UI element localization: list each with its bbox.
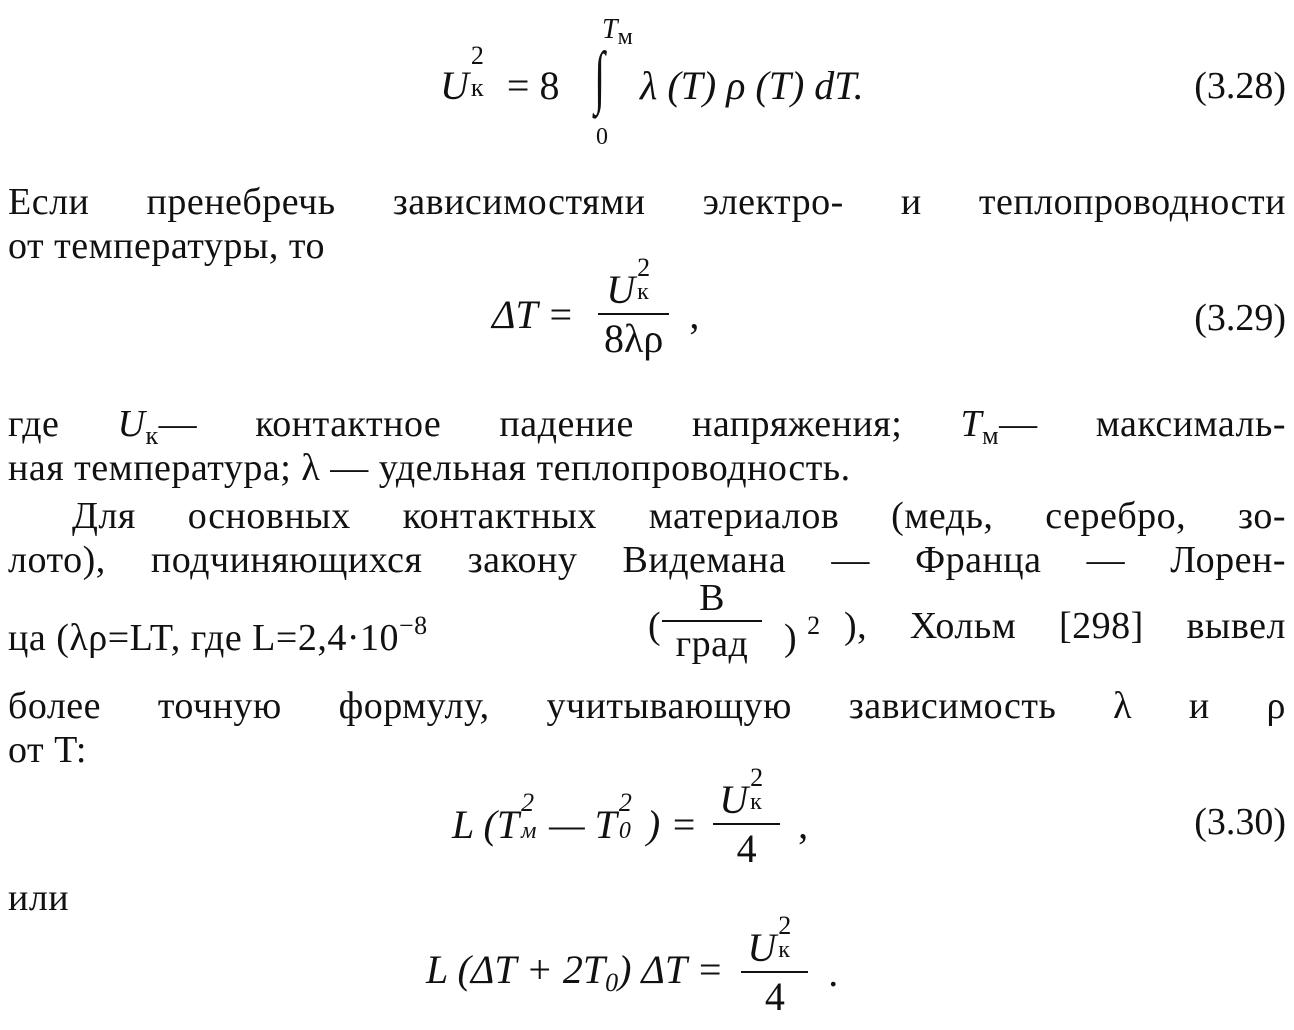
eq328-upper-limit: T — [602, 14, 618, 45]
eq330-lhs-a: L (T — [452, 801, 520, 847]
paragraph-3-line-5: от T: — [8, 729, 87, 771]
eq328-upper-sub: м — [617, 24, 633, 50]
integral-sign: ∫ — [594, 39, 605, 116]
eq330-m-sup: 2 — [521, 787, 535, 817]
eq330-m-sub: м — [521, 817, 537, 844]
paragraph-3-line-3: ца (λρ=LT, где $L=2,4\cdot 10^{-8}$ ( В град ) $^2$ ), Хольм [298] вывел — [8, 577, 1286, 665]
p3-frac-den: град — [662, 620, 762, 666]
p2-text-b: — контактное падение напряжения; — [158, 403, 961, 445]
p2-symbol-T: T — [960, 403, 983, 445]
p2-text-c: — максималь- — [999, 403, 1286, 445]
eq329-num-sup: 2 — [637, 253, 651, 282]
eq331-denominator: 4 — [741, 971, 808, 1020]
eq328-eight: 8 — [539, 63, 560, 108]
eq329-comma: , — [689, 291, 700, 337]
eq331-fraction — [741, 911, 808, 1020]
word-or: или — [8, 877, 70, 919]
paragraph-3-line-4: более точную формулу, учитывающую зависимость λ и ρ — [8, 685, 1286, 727]
eq331-period: . — [828, 949, 839, 995]
eq330-0-sup: 2 — [618, 787, 632, 817]
eq328-sup: 2 — [470, 41, 484, 70]
equation-3-30 — [452, 763, 809, 872]
eq330-num-U: U — [719, 777, 749, 822]
p2-sub-k: к — [145, 421, 159, 450]
eq330-fraction — [713, 763, 780, 872]
eq329-lhs: ΔT = — [492, 291, 574, 337]
p3-frac-num: В — [699, 577, 725, 619]
p2-sub-m: м — [982, 421, 1000, 450]
p3-text-b: ), Хольм [298] вывел — [844, 605, 1286, 647]
eq329-num-U: U — [606, 267, 636, 312]
eq331-lhs-b: ) ΔT = — [618, 947, 724, 992]
paragraph-1-line-1: Если пренебречь зависимостями электро- и теплопроводности — [8, 181, 1286, 223]
eq328-sub: к — [470, 73, 484, 102]
paragraph-1-line-2: от температуры, то — [8, 225, 325, 267]
eq330-lhs-c: ) = — [646, 801, 698, 847]
eq328-equals: = — [506, 63, 530, 108]
equation-final — [426, 911, 839, 1020]
eq330-lhs-b: — T — [549, 801, 617, 847]
p3-text-a: ца (λρ=LT, где L=2,4·10 — [8, 617, 399, 659]
eq331-num-U: U — [747, 925, 777, 970]
eq329-denominator: 8λρ — [598, 313, 669, 362]
paragraph-3-line-1: Для основных контактных материалов (медь, серебро, зо- — [72, 495, 1286, 537]
equation-3-29 — [492, 253, 700, 362]
eq331-num-sup: 2 — [778, 911, 792, 940]
eq330-0-sub: 0 — [618, 817, 631, 844]
eq328-lower-limit: 0 — [596, 124, 608, 150]
p2-text-a: где — [8, 403, 118, 445]
p3-square: 2 — [807, 611, 821, 640]
eq330-denominator: 4 — [713, 823, 780, 872]
eq330-num-sup: 2 — [750, 763, 764, 792]
eq329-num-sub: к — [637, 279, 649, 305]
eq331-sub-0: 0 — [605, 968, 619, 997]
p3-unit-fraction — [662, 576, 762, 666]
eq329-fraction — [598, 253, 669, 362]
paragraph-2-line-2: ная температура; λ — удельная теплопроводность. — [8, 447, 851, 489]
paragraph-3-line-2: лото), подчиняющихся закону Видемана — Франца — Лорен- — [8, 539, 1286, 581]
p3-exponent: −8 — [398, 611, 428, 640]
equation-number-3-29: (3.29) — [1194, 297, 1286, 339]
eq328-U: U — [440, 63, 469, 108]
eq330-comma: , — [798, 801, 809, 847]
eq330-num-sub: к — [750, 789, 762, 815]
equation-number-3-30: (3.30) — [1194, 801, 1286, 843]
p2-symbol-U: U — [117, 403, 146, 445]
eq331-num-sub: к — [778, 937, 790, 963]
equation-number-3-28: (3.28) — [1194, 65, 1286, 107]
eq331-lhs-a: L (ΔT + 2T — [426, 947, 606, 992]
eq328-integrand: λ (T) ρ (T) dT. — [640, 63, 864, 108]
